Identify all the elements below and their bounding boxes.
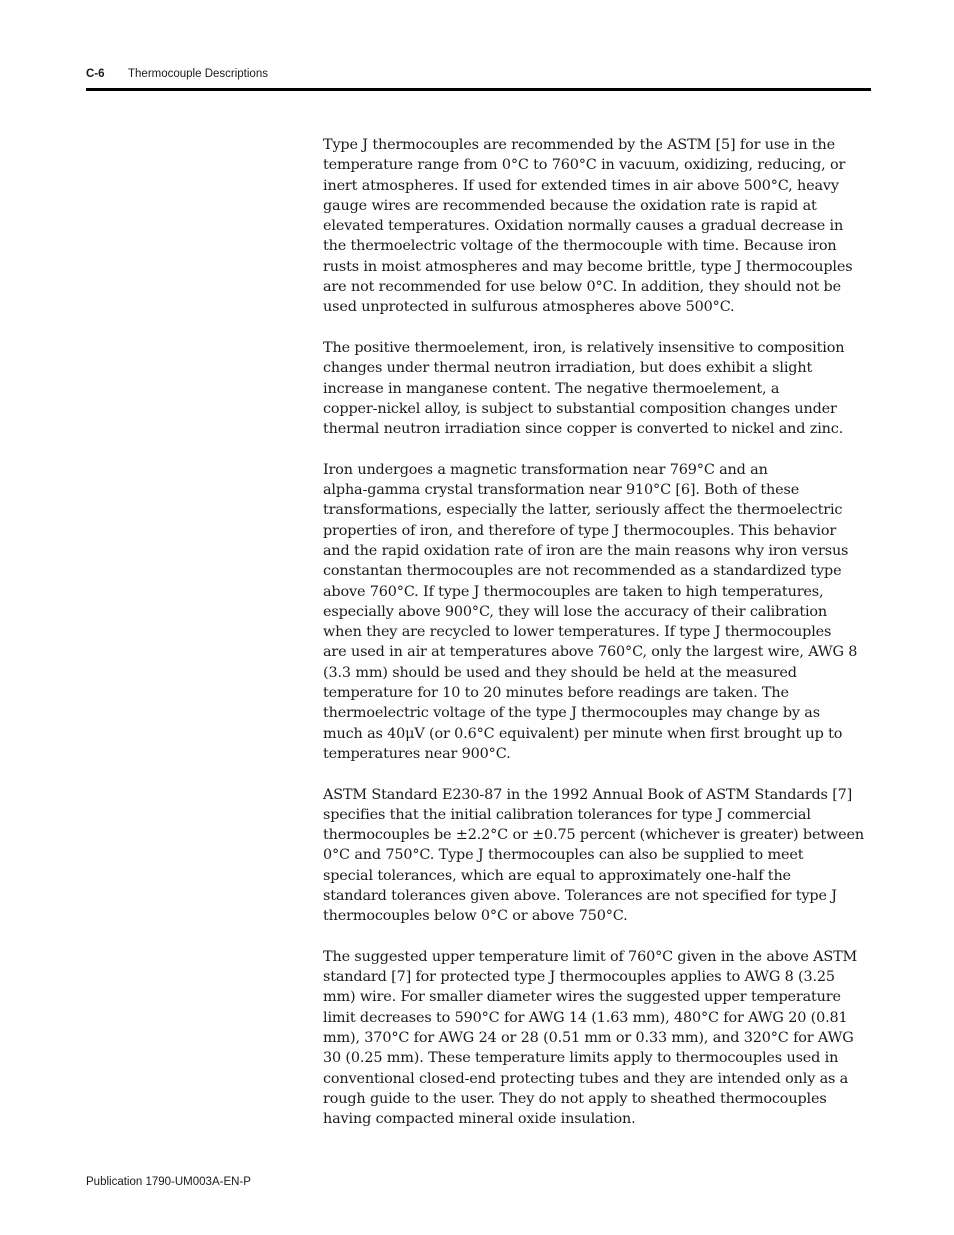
publication-footer: Publication 1790-UM003A-EN-P — [86, 1176, 251, 1188]
body-text — [323, 135, 873, 1150]
header-rule — [86, 88, 871, 91]
paragraph-iron-transformation: Iron undergoes a magnetic transformation near 769°C and an alpha-gamma crystal transformation near 910°C [6]. Both of these transformations, especially the latter, seriously affect the thermoelectric properties of iron, and therefore of type J thermocouples. This behavior and the rapid oxidation rate of iron are the main reasons why iron versus constantan thermocouples are not recommended as a standardized type above 760°C. If type J thermocouples are taken to high temperatures, especially above 900°C, they will lose the accuracy of their calibration when they are recycled to lower temperatures. If type J thermocouples are used in air at temperatures above 760°C, only the largest wire, AWG 8 (3.3 mm) should be used and they should be held at the measured temperature for 10 to 20 minutes before readings are taken. The thermoelectric voltage of the type J thermocouples may change by as much as 40μV (or 0.6°C equivalent) per minute when first brought up to temperatures near 900°C. — [323, 461, 858, 762]
page-header — [86, 66, 871, 82]
section-title: Thermocouple Descriptions — [128, 68, 268, 80]
page-number: C-6 — [86, 68, 105, 80]
paragraph-temperature-limits: The suggested upper temperature limit of 760°C given in the above ASTM standard [7] for protected type J thermocouples applies to AWG 8 (3.25 mm) wire. For smaller diameter wires the suggested upper temperature limit decreases to 590°C for AWG 14 (1.63 mm), 480°C for AWG 20 (0.81 mm), 370°C for AWG 24 or 28 (0.51 mm or 0.33 mm), and 320°C for AWG 30 (0.25 mm). These temperature limits apply to thermocouples used in conventional closed-end protecting tubes and they are intended only as a rough guide to the user. They do not apply to sheathed thermocouples having compacted mineral oxide insulation. — [323, 948, 858, 1128]
paragraph-astm-tolerances: ASTM Standard E230-87 in the 1992 Annual Book of ASTM Standards [7] specifies that the initial calibration tolerances for type J commercial thermocouples be ±2.2°C or ±0.75 percent (whichever is greater) between 0°C and 750°C. Type J thermocouples can also be supplied to meet special tolerances, which are equal to approximately one-half the standard tolerances given above. Tolerances are not specified for type J thermocouples below 0°C or above 750°C. — [323, 786, 865, 925]
paragraph-type-j-recommendation: Type J thermocouples are recommended by the ASTM [5] for use in the temperature range from 0°C to 760°C in vacuum, oxidizing, reducing, or inert atmospheres. If used for extended times in air above 500°C, heavy gauge wires are recommended because the oxidation rate is rapid at elevated temperatures. Oxidation normally causes a gradual decrease in the thermoelectric voltage of the thermocouple with time. Because iron rusts in moist atmospheres and may become brittle, type J thermocouples are not recommended for use below 0°C. In addition, they should not be used unprotected in sulfurous atmospheres above 500°C. — [323, 137, 853, 316]
paragraph-positive-thermoelement: The positive thermoelement, iron, is relatively insensitive to composition changes under thermal neutron irradiation, but does exhibit a slight increase in manganese content. The negative thermoelement, a copper-nickel alloy, is subject to substantial composition changes under thermal neutron irradiation since copper is converted to nickel and zinc. — [323, 339, 845, 438]
